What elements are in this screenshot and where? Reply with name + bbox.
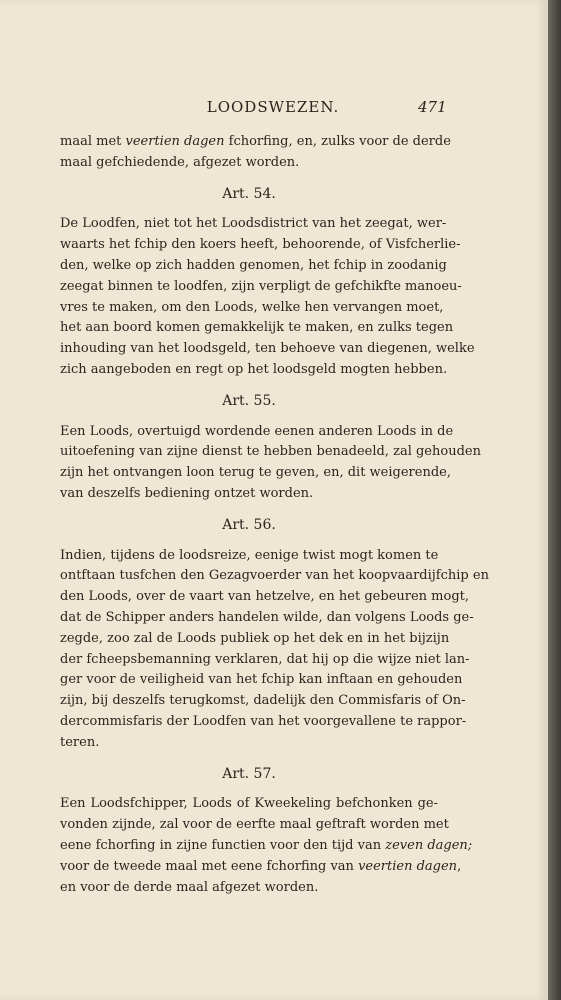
article-3-line: den Loods, over de vaart van hetzelve, en het gebeuren mogt, (60, 589, 469, 605)
article-heading: Art. 54. (222, 185, 276, 202)
page-body-text (60, 132, 489, 898)
continuation-line: maal met veertien dagen fchorfing, en, zulks voor de derde (60, 134, 451, 149)
article-heading: Art. 55. (222, 392, 276, 409)
article-1-line: zich aangeboden en regt op het loodsgeld mogten hebben. (60, 361, 448, 377)
article-1-line: zeegat binnen te loodfen, zijn verpligt de gefchikfte manoeu- (60, 278, 462, 294)
continuation-line: maal gefchiedende, afgezet worden. (60, 154, 300, 170)
article-2-line: van deszelfs bediening ontzet worden. (60, 485, 314, 501)
article-3-line: ger voor de veiligheid van het fchip kan inftaan en gehouden (60, 672, 463, 688)
article-4-line: voor de tweede maal met eene fchorfing van veertien dagen, (60, 858, 462, 874)
article-3-line: ontftaan tusfchen den Gezagvoerder van het koopvaardijfchip en (60, 568, 489, 584)
article-3-line: zijn, bij deszelfs terugkomst, dadelijk den Commisfaris of On- (60, 693, 466, 709)
article-1-line: waarts het fchip den koers heeft, behoorende, of Visfcherlie- (60, 237, 461, 253)
article-2-line: zijn het ontvangen loon terug te geven, en, dit weigerende, (60, 465, 451, 481)
article-4-line: eene fchorfing in zijne functien voor den tijd van zeven dagen; (60, 837, 473, 853)
article-3-line: Indien, tijdens de loodsreize, eenige twist mogt komen te (60, 547, 439, 563)
article-1-line: De Loodfen, niet tot het Loodsdistrict van het zeegat, wer- (60, 216, 447, 232)
book-edge (548, 0, 561, 1000)
article-4-line: en voor de derde maal afgezet worden. (60, 879, 319, 895)
article-1-line: den, welke op zich hadden genomen, het fchip in zoodanig (60, 257, 447, 273)
article-2-line: uitoefening van zijne dienst te hebben benadeeld, zal gehouden (60, 444, 481, 460)
article-1-line: het aan boord komen gemakkelijk te maken, en zulks tegen (60, 320, 454, 336)
article-3-line: teren. (60, 734, 100, 750)
article-4-line: vonden zijnde, zal voor de eerfte maal geftraft worden met (60, 817, 449, 833)
article-3-line: dercommisfaris der Loodfen van het voorgevallene te rappor- (60, 713, 467, 729)
article-3-line: zegde, zoo zal de Loods publiek op het dek en in het bijzijn (60, 630, 450, 646)
article-4-line: Een Loodsfchipper, Loods of Kweekeling befchonken ge- (60, 796, 438, 812)
article-heading: Art. 57. (222, 765, 276, 782)
article-heading: Art. 56. (222, 516, 276, 533)
article-2-line: Een Loods, overtuigd wordende eenen anderen Loods in de (60, 423, 454, 439)
article-1-line: inhouding van het loodsgeld, ten behoeve van diegenen, welke (60, 341, 475, 357)
article-3-line: dat de Schipper anders handelen wilde, dan volgens Loods ge- (60, 609, 474, 625)
running-title: LOODSWEZEN. (206, 98, 340, 116)
article-3-line: der fcheepsbemanning verklaren, dat hij op die wijze niet lan- (60, 651, 470, 667)
article-1-line: vres te maken, om den Loods, welke hen vervangen moet, (60, 299, 444, 315)
page-number: 471 (418, 98, 447, 116)
